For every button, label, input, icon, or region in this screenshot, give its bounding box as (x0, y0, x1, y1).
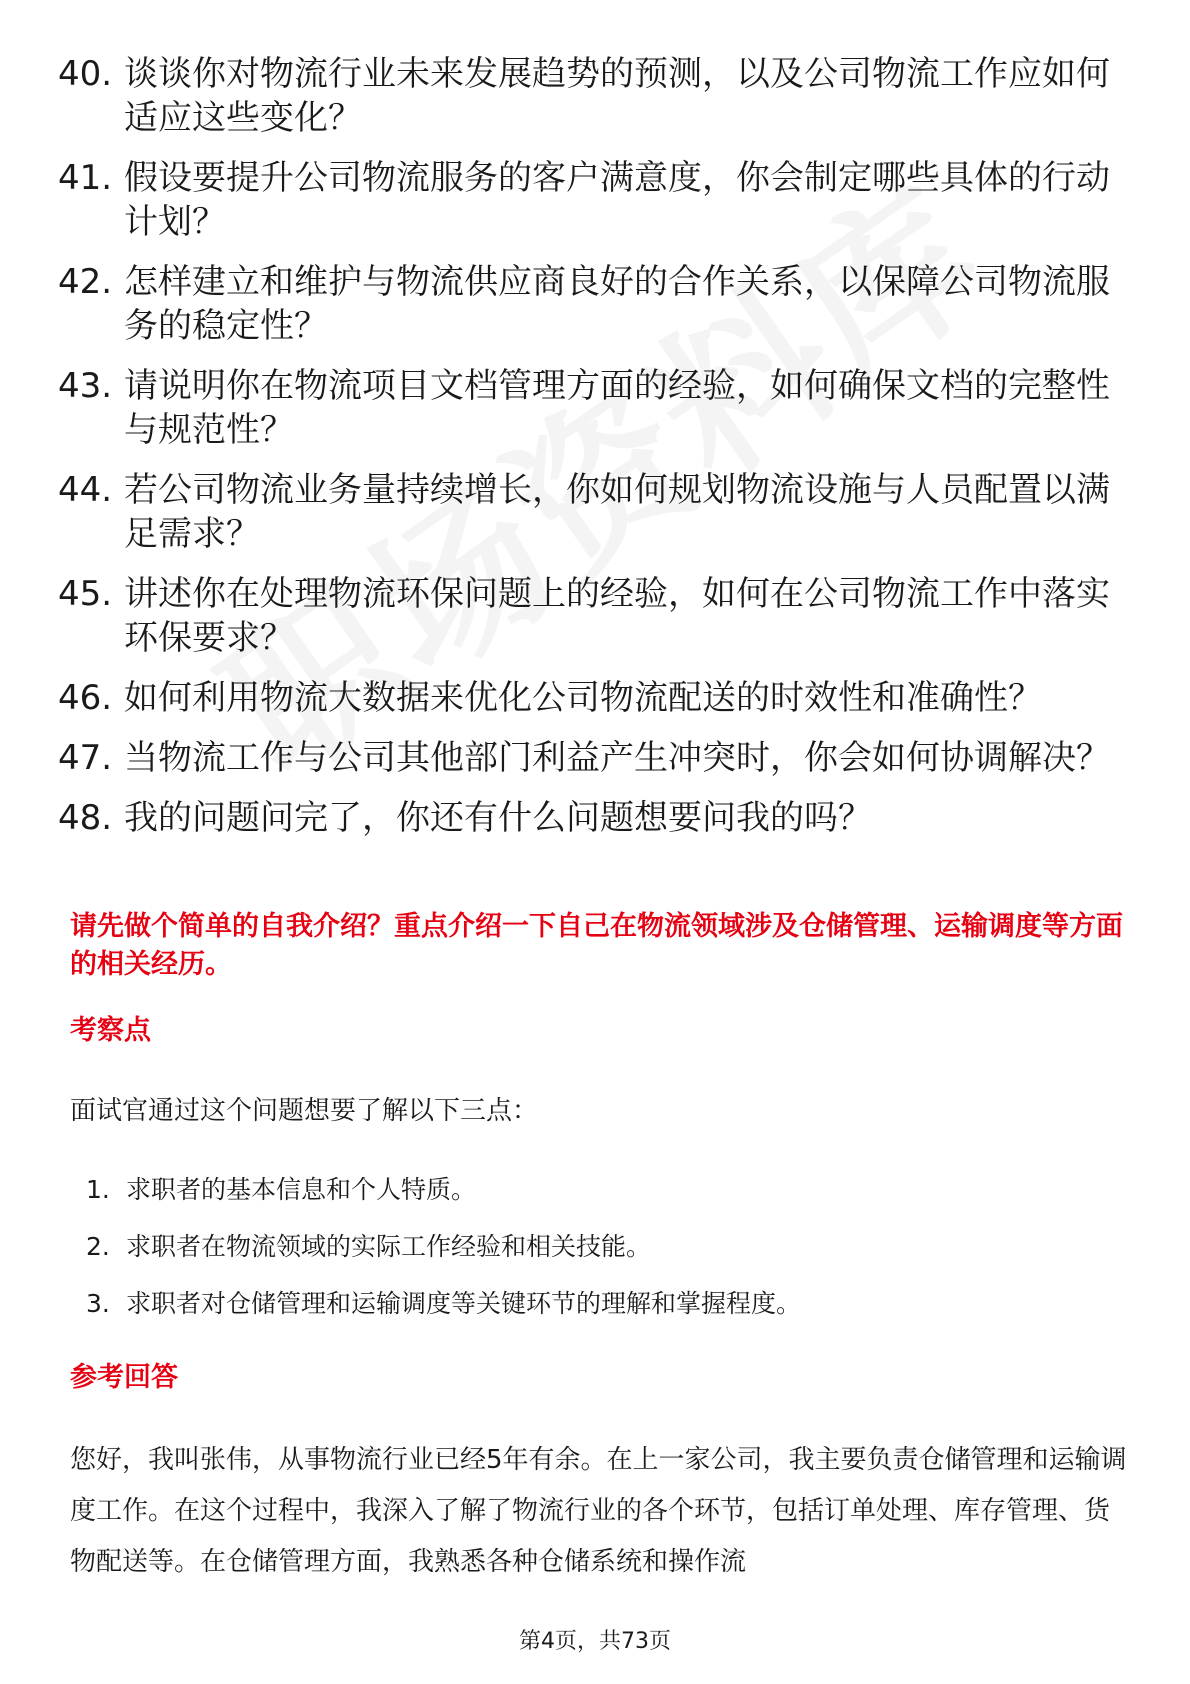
section-title-focus: 考察点 (70, 1015, 151, 1046)
question-number: 45. (58, 574, 113, 614)
list-item-number: 3. (86, 1289, 110, 1318)
list-item (86, 1229, 801, 1265)
list-item-text: 求职者对仓储管理和运输调度等关键环节的理解和掌握程度。 (126, 1289, 802, 1318)
question-number: 44. (58, 470, 113, 510)
focus-points-list (86, 1172, 801, 1343)
question-text: 若公司物流业务量持续增长，你如何规划物流设施与人员配置以满足需求？ (124, 470, 1110, 554)
question-number: 48. (58, 798, 113, 838)
question-item (58, 156, 1138, 244)
question-text: 当物流工作与公司其他部门利益产生冲突时，你会如何协调解决？ (124, 738, 1110, 778)
list-item-number: 1. (86, 1175, 110, 1204)
question-text: 我的问题问完了，你还有什么问题想要问我的吗？ (124, 798, 872, 838)
list-item (86, 1172, 801, 1208)
question-text: 怎样建立和维护与物流供应商良好的合作关系，以保障公司物流服务的稳定性？ (124, 262, 1110, 346)
question-text: 假设要提升公司物流服务的客户满意度，你会制定哪些具体的行动计划？ (124, 158, 1110, 242)
question-item (58, 260, 1138, 348)
list-item-text: 求职者在物流领域的实际工作经验和相关技能。 (126, 1232, 652, 1261)
question-item (58, 468, 1138, 556)
question-item (58, 676, 1138, 720)
question-item (58, 736, 1138, 780)
section-title-answer: 参考回答 (70, 1362, 178, 1393)
question-number: 46. (58, 678, 113, 718)
list-item-number: 2. (86, 1232, 110, 1261)
question-number: 42. (58, 262, 113, 302)
question-number: 43. (58, 366, 113, 406)
question-text: 谈谈你对物流行业未来发展趋势的预测，以及公司物流工作应如何适应这些变化？ (124, 54, 1110, 138)
answer-paragraph: 您好，我叫张伟，从事物流行业已经5年有余。在上一家公司，我主要负责仓储管理和运输调度工作。在这个过程中，我深入了解了物流行业的各个环节，包括订单处理、库存管理、货物配送等。在仓储管理方面，我熟悉各种仓储系统和操作流 (70, 1445, 1127, 1577)
question-item (58, 796, 1138, 840)
question-number: 41. (58, 158, 113, 198)
question-text: 如何利用物流大数据来优化公司物流配送的时效性和准确性？ (124, 678, 1042, 718)
list-item (86, 1286, 801, 1322)
intro-text: 面试官通过这个问题想要了解以下三点： (70, 1096, 539, 1126)
highlight-question: 请先做个简单的自我介绍？重点介绍一下自己在物流领域涉及仓储管理、运输调度等方面的相关经历。 (70, 911, 1123, 980)
question-list (58, 52, 1138, 856)
question-item (58, 52, 1138, 140)
page-footer: 第4页，共73页 (519, 1629, 671, 1654)
question-text: 讲述你在处理物流环保问题上的经验，如何在公司物流工作中落实环保要求？ (124, 574, 1110, 658)
question-number: 40. (58, 54, 113, 94)
question-number: 47. (58, 738, 113, 778)
list-item-text: 求职者的基本信息和个人特质。 (126, 1175, 477, 1204)
question-item (58, 364, 1138, 452)
question-item (58, 572, 1138, 660)
question-text: 请说明你在物流项目文档管理方面的经验，如何确保文档的完整性与规范性？ (124, 366, 1110, 450)
